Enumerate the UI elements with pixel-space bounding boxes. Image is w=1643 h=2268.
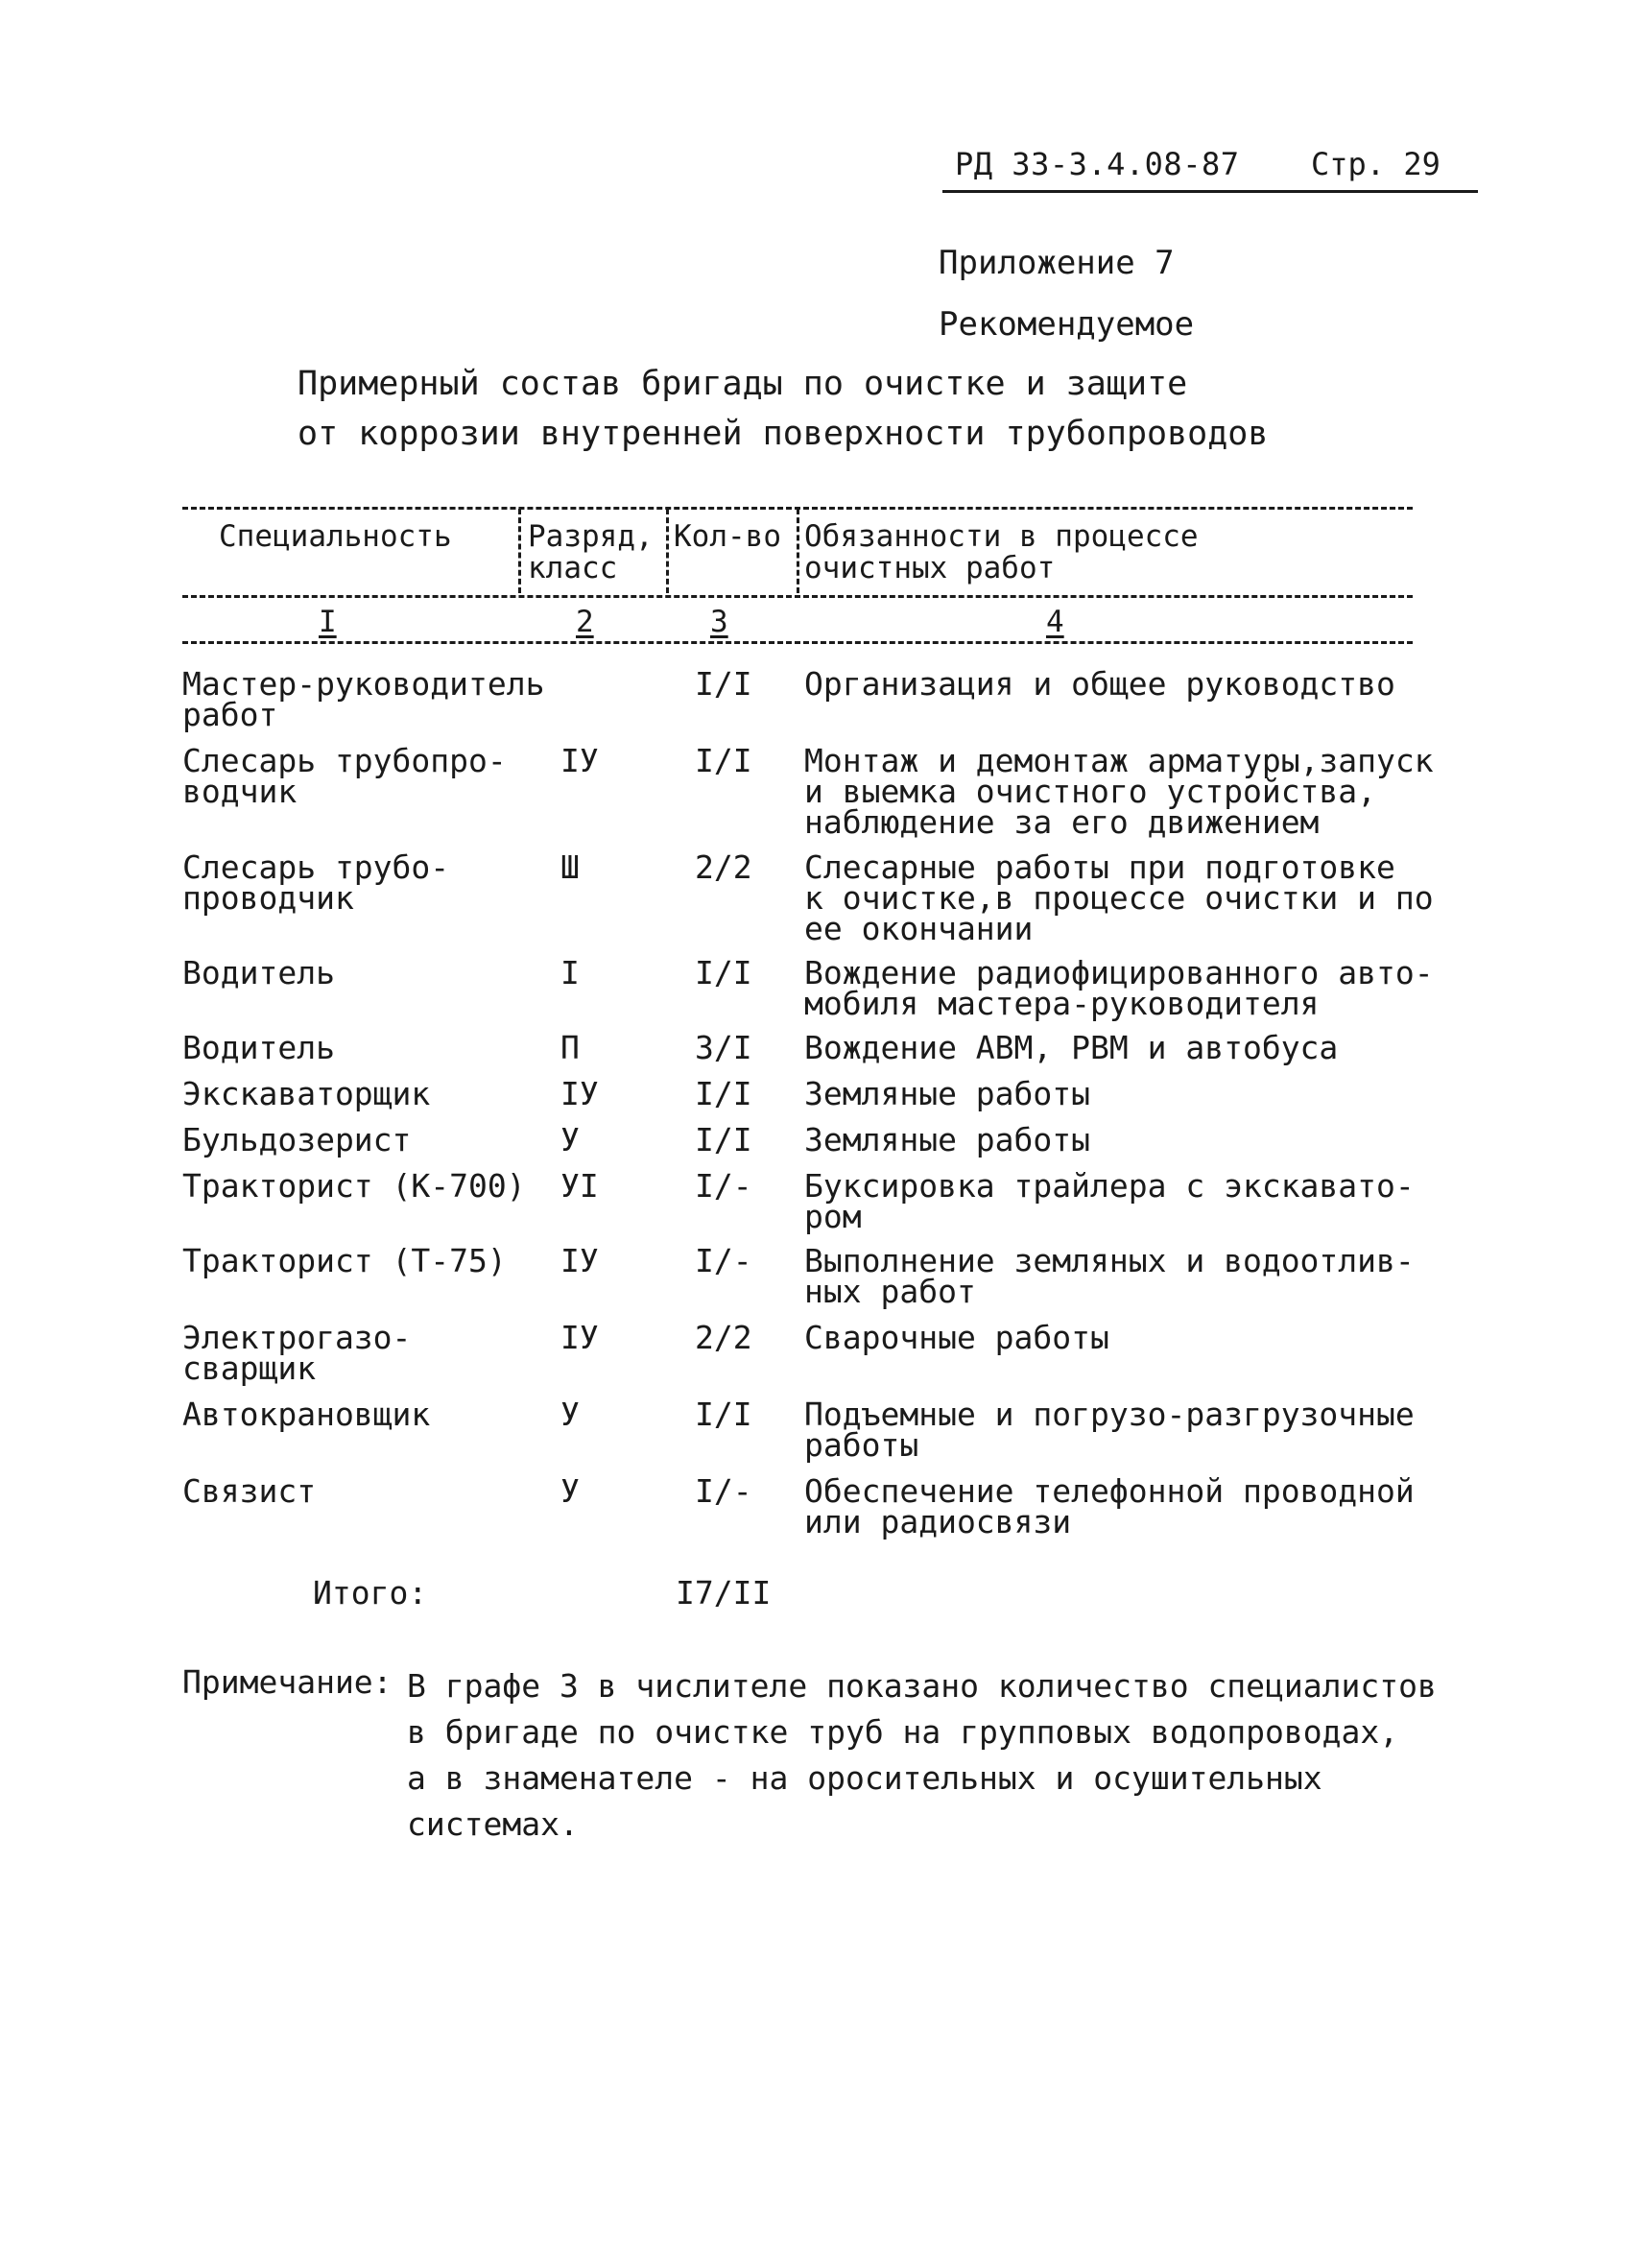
row-qty: I/I (695, 1121, 752, 1158)
header-rule (942, 190, 1478, 193)
row-duty: Слесарные работы при подготовке к очистке,в процессе очистки и по ее окончании (804, 848, 1434, 947)
row-qty: 3/I (695, 1029, 752, 1066)
total-label: Итого: (313, 1574, 428, 1611)
header-grade-line1: Разряд, (528, 519, 654, 554)
header-qty: Кол-во (674, 519, 781, 554)
col-number-1: I (319, 605, 337, 639)
title-line-1: Примерный состав бригады по очистке и защите (298, 365, 1188, 403)
row-specialty: Автокрановщик (182, 1396, 431, 1433)
row-qty: 2/2 (695, 848, 752, 886)
row-duty: Земляные работы (804, 1121, 1091, 1158)
header-duty-line2: очистных работ (804, 551, 1056, 585)
row-qty: I/- (695, 1242, 752, 1279)
row-qty: I/I (695, 954, 752, 991)
appendix-status: Рекомендуемое (939, 305, 1195, 344)
col-divider-2 (666, 509, 669, 593)
title-line-2: от коррозии внутренней поверхности трубопроводов (298, 415, 1269, 453)
row-qty: I/I (695, 742, 752, 779)
row-qty: I/I (695, 1075, 752, 1112)
row-grade: I (560, 954, 580, 991)
numbers-bottom-rule (182, 641, 1413, 644)
header-bottom-rule (182, 595, 1413, 598)
row-duty: Вождение радиофицированного авто- мобиля мастера-руководителя (804, 954, 1434, 1022)
row-grade: IУ (560, 1319, 599, 1356)
row-qty: 2/2 (695, 1319, 752, 1356)
row-grade: У (560, 1396, 580, 1433)
document-code: РД 33-3.4.08-87 (955, 146, 1240, 182)
row-specialty: Связист (182, 1472, 317, 1510)
row-qty: I/- (695, 1472, 752, 1510)
row-duty: Буксировка трайлера с экскавато- ром (804, 1167, 1415, 1235)
row-specialty: Мастер-руководитель работ (182, 665, 545, 733)
row-specialty: Экскаваторщик (182, 1075, 431, 1112)
header-duty-line1: Обязанности в процессе (804, 519, 1199, 554)
note-text: В графе 3 в числителе показано количество специалистов в бригаде по очистке труб на групповых водопроводах, а в знаменателе - на оросительных и осушительных системах. (407, 1667, 1437, 1843)
row-duty: Вождение АВМ, РВМ и автобуса (804, 1029, 1339, 1066)
appendix-label: Приложение 7 (939, 244, 1175, 282)
row-grade: У (560, 1121, 580, 1158)
row-duty: Организация и общее руководство (804, 665, 1395, 703)
header-specialty: Специальность (219, 519, 452, 554)
row-specialty: Тракторист (К-700) (182, 1167, 526, 1205)
row-specialty: Бульдозерист (182, 1121, 412, 1158)
note-label: Примечание: (182, 1663, 393, 1701)
row-specialty: Слесарь трубопро- водчик (182, 742, 507, 810)
row-specialty: Тракторист (Т-75) (182, 1242, 507, 1279)
row-specialty: Слесарь трубо- проводчик (182, 848, 450, 917)
row-grade: У (560, 1472, 580, 1510)
row-specialty: Водитель (182, 1029, 335, 1066)
col-number-2: 2 (576, 605, 594, 639)
col-number-4: 4 (1046, 605, 1064, 639)
row-duty: Монтаж и демонтаж арматуры,запуск и выемка очистного устройства, наблюдение за его движением (804, 742, 1434, 841)
row-duty: Выполнение земляных и водоотлив- ных работ (804, 1242, 1415, 1310)
row-grade: IУ (560, 742, 599, 779)
row-grade: Ш (560, 848, 580, 886)
row-specialty: Водитель (182, 954, 335, 991)
row-duty: Сварочные работы (804, 1319, 1109, 1356)
total-value: I7/II (676, 1574, 772, 1611)
row-qty: I/- (695, 1167, 752, 1205)
col-number-3: 3 (710, 605, 728, 639)
header-grade-line2: класс (528, 551, 618, 585)
row-duty: Земляные работы (804, 1075, 1091, 1112)
row-duty: Подъемные и погрузо-разгрузочные работы (804, 1396, 1415, 1464)
row-grade: IУ (560, 1075, 599, 1112)
row-qty: I/I (695, 665, 752, 703)
col-divider-3 (797, 509, 799, 593)
page-number: Стр. 29 (1311, 146, 1441, 182)
col-divider-1 (518, 509, 521, 593)
row-duty: Обеспечение телефонной проводной или радиосвязи (804, 1472, 1415, 1540)
row-grade: УI (560, 1167, 599, 1205)
row-grade: IУ (560, 1242, 599, 1279)
row-qty: I/I (695, 1396, 752, 1433)
row-grade: П (560, 1029, 580, 1066)
row-specialty: Электрогазо- сварщик (182, 1319, 412, 1387)
